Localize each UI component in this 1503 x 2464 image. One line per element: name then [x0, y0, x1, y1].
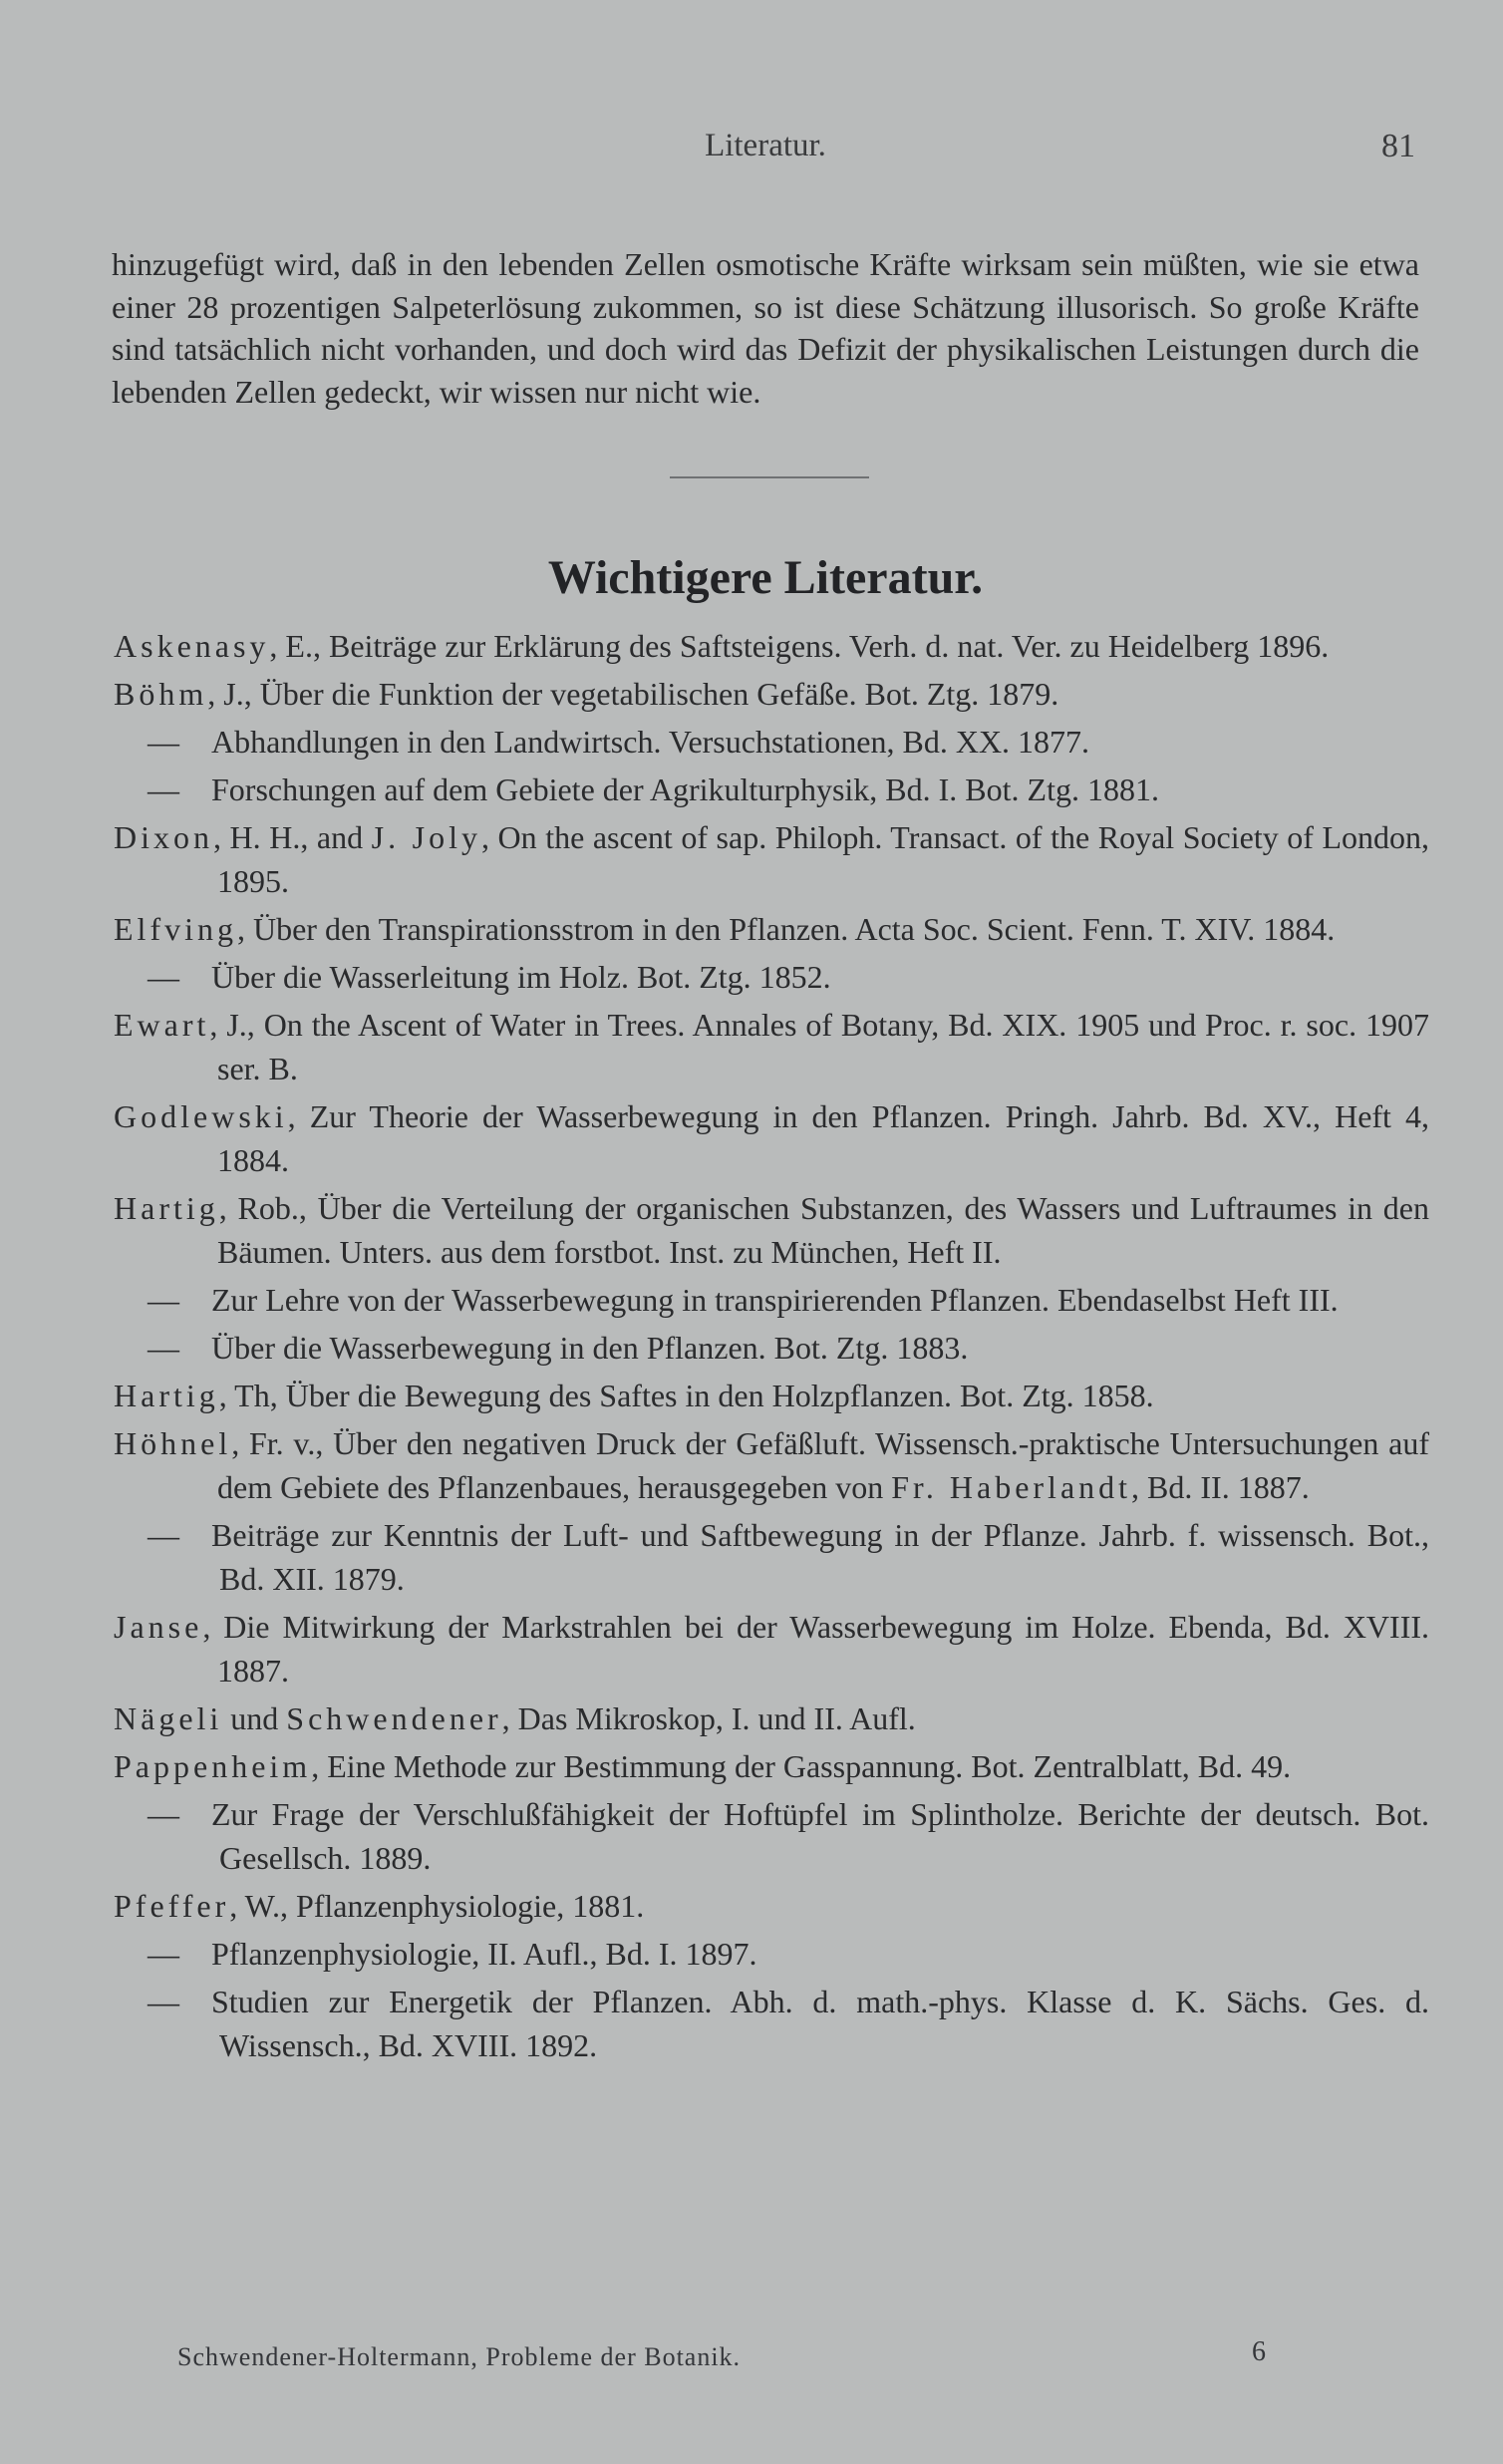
- entry-text: , H. H., and: [213, 819, 372, 855]
- continuation-dash: —: [148, 1330, 179, 1366]
- page-footer: [177, 2336, 1266, 2372]
- bibliography-entry: [114, 1605, 1429, 1693]
- entry-text: Forschungen auf dem Gebiete der Agrikulturphysik, Bd. I. Bot. Ztg. 1881.: [211, 771, 1159, 807]
- entry-text: , J., On the Ascent of Water in Trees. Annales of Botany, Bd. XIX. 1905 und Proc. r. soc. 1907 ser. B.: [209, 1007, 1429, 1086]
- bibliography-list: [114, 624, 1429, 2071]
- bibliography-entry: [114, 672, 1429, 716]
- entry-text: und: [222, 1700, 287, 1736]
- bibliography-entry: [114, 1884, 1429, 1928]
- bibliography-entry: [114, 1278, 1429, 1322]
- entry-author: Godlewski: [114, 1098, 288, 1134]
- running-title: Literatur.: [705, 128, 826, 163]
- bibliography-entry: [114, 1421, 1429, 1509]
- continuation-dash: —: [148, 1517, 179, 1553]
- bibliography-entry: [114, 907, 1429, 951]
- bibliography-entry: [114, 1696, 1429, 1740]
- bibliography-entry: [114, 955, 1429, 999]
- entry-text: , Eine Methode zur Bestimmung der Gasspannung. Bot. Zentralblatt, Bd. 49.: [311, 1748, 1292, 1784]
- entry-text: , E., Beiträge zur Erklärung des Saftsteigens. Verh. d. nat. Ver. zu Heidelberg 1896.: [269, 628, 1330, 664]
- page-header: [0, 128, 1503, 171]
- entry-text: , J., Über die Funktion der vegetabilischen Gefäße. Bot. Ztg. 1879.: [207, 676, 1059, 712]
- entry-text: , Rob., Über die Verteilung der organischen Substanzen, des Wassers und Luftraumes in den Bäumen. Unters. aus dem forstbot. Inst. zu München, Heft II.: [217, 1190, 1429, 1270]
- entry-author: Hartig: [114, 1190, 219, 1226]
- entry-text: , Das Mikroskop, I. und II. Aufl.: [501, 1700, 916, 1736]
- intro-paragraph: hinzugefügt wird, daß in den lebenden Zellen osmotische Kräfte wirksam sein müßten, wie sie etwa einer 28 prozentigen Salpeterlösung zukommen, so ist diese Schätzung illusorisch. So große Kräfte sind tatsächlich nicht vorhanden, und doch wird das Defizit der physikalischen Leistungen durch die lebenden Zellen gedeckt, wir wissen nur nicht wie.: [112, 246, 1419, 410]
- entry-text: Zur Frage der Verschlußfähigkeit der Hoftüpfel im Splintholze. Berichte der deutsch. Bot. Gesellsch. 1889.: [211, 1796, 1429, 1876]
- entry-author: Dixon: [114, 819, 213, 855]
- continuation-dash: —: [148, 724, 179, 760]
- entry-author: Nägeli: [114, 1700, 223, 1736]
- continuation-dash: —: [148, 1936, 179, 1972]
- continuation-dash: —: [148, 959, 179, 995]
- signature-mark: 6: [1252, 2336, 1266, 2367]
- bibliography-entry: [114, 720, 1429, 764]
- entry-text: , Die Mitwirkung der Markstrahlen bei der Wasserbewegung im Holze. Ebenda, Bd. XVIII. 1887.: [202, 1609, 1429, 1689]
- entry-author: Janse: [114, 1609, 203, 1645]
- entry-author: J. Joly: [371, 819, 481, 855]
- bibliography-entry: [114, 1980, 1429, 2067]
- bibliography-entry: [114, 815, 1429, 903]
- entry-text: , Bd. II. 1887.: [1131, 1469, 1310, 1505]
- entry-text: , Zur Theorie der Wasserbewegung in den Pflanzen. Pringh. Jahrb. Bd. XV., Heft 4, 1884.: [217, 1098, 1429, 1178]
- continuation-dash: —: [148, 771, 179, 807]
- entry-author: Askenasy: [114, 628, 270, 664]
- entry-text: , Th, Über die Bewegung des Saftes in den Holzpflanzen. Bot. Ztg. 1858.: [218, 1378, 1154, 1413]
- entry-text: Abhandlungen in den Landwirtsch. Versuchstationen, Bd. XX. 1877.: [211, 724, 1090, 760]
- entry-text: , On the ascent of sap. Philoph. Transact. of the Royal Society of London, 1895.: [217, 819, 1430, 899]
- entry-author: Pfeffer: [114, 1888, 230, 1924]
- bibliography-entry: [114, 1186, 1429, 1274]
- bibliography-entry: [114, 1792, 1429, 1880]
- continuation-dash: —: [148, 1796, 179, 1832]
- entry-text: Zur Lehre von der Wasserbewegung in transpirierenden Pflanzen. Ebendaselbst Heft III.: [211, 1282, 1339, 1318]
- entry-text: , W., Pflanzenphysiologie, 1881.: [229, 1888, 645, 1924]
- entry-text: Über die Wasserleitung im Holz. Bot. Ztg. 1852.: [211, 959, 831, 995]
- bibliography-entry: [114, 1326, 1429, 1370]
- bibliography-entry: [114, 624, 1429, 668]
- section-title: Wichtigere Literatur.: [547, 551, 984, 604]
- bibliography-entry: [114, 768, 1429, 811]
- entry-author: Ewart: [114, 1007, 210, 1043]
- entry-text: Beiträge zur Kenntnis der Luft- und Saftbewegung in der Pflanze. Jahrb. f. wissensch. Bot., Bd. XII. 1879.: [211, 1517, 1429, 1597]
- page-number: 81: [1381, 128, 1415, 164]
- entry-author: Elfving: [114, 911, 237, 947]
- continuation-dash: —: [148, 1282, 179, 1318]
- entry-author: Böhm: [114, 676, 208, 712]
- entry-author: Hartig: [114, 1378, 219, 1413]
- entry-text: , Über den Transpirationsstrom in den Pflanzen. Acta Soc. Scient. Fenn. T. XIV. 1884.: [236, 911, 1336, 947]
- entry-author: Höhnel: [114, 1425, 232, 1461]
- bibliography-entry: [114, 1744, 1429, 1788]
- entry-text: Pflanzenphysiologie, II. Aufl., Bd. I. 1897.: [211, 1936, 757, 1972]
- entry-author: Fr. Haberlandt: [891, 1469, 1132, 1505]
- bibliography-entry: [114, 1003, 1429, 1090]
- footer-imprint: Schwendener-Holtermann, Probleme der Botanik.: [177, 2342, 742, 2371]
- entry-text: Über die Wasserbewegung in den Pflanzen. Bot. Ztg. 1883.: [211, 1330, 969, 1366]
- entry-author: Schwendener: [286, 1700, 502, 1736]
- continuation-dash: —: [148, 1984, 179, 2019]
- entry-text: Studien zur Energetik der Pflanzen. Abh. d. math.-phys. Klasse d. K. Sächs. Ges. d. Wissensch., Bd. XVIII. 1892.: [211, 1984, 1429, 2063]
- entry-text: , Fr. v., Über den negativen Druck der Gefäßluft. Wissensch.-praktische Untersuchungen auf dem Gebiete des Pflanzenbaues, herausgegeben von: [217, 1425, 1429, 1505]
- bibliography-entry: [114, 1932, 1429, 1976]
- section-divider: [670, 476, 869, 478]
- entry-author: Pappenheim: [114, 1748, 312, 1784]
- bibliography-entry: [114, 1374, 1429, 1417]
- bibliography-entry: [114, 1513, 1429, 1601]
- bibliography-entry: [114, 1094, 1429, 1182]
